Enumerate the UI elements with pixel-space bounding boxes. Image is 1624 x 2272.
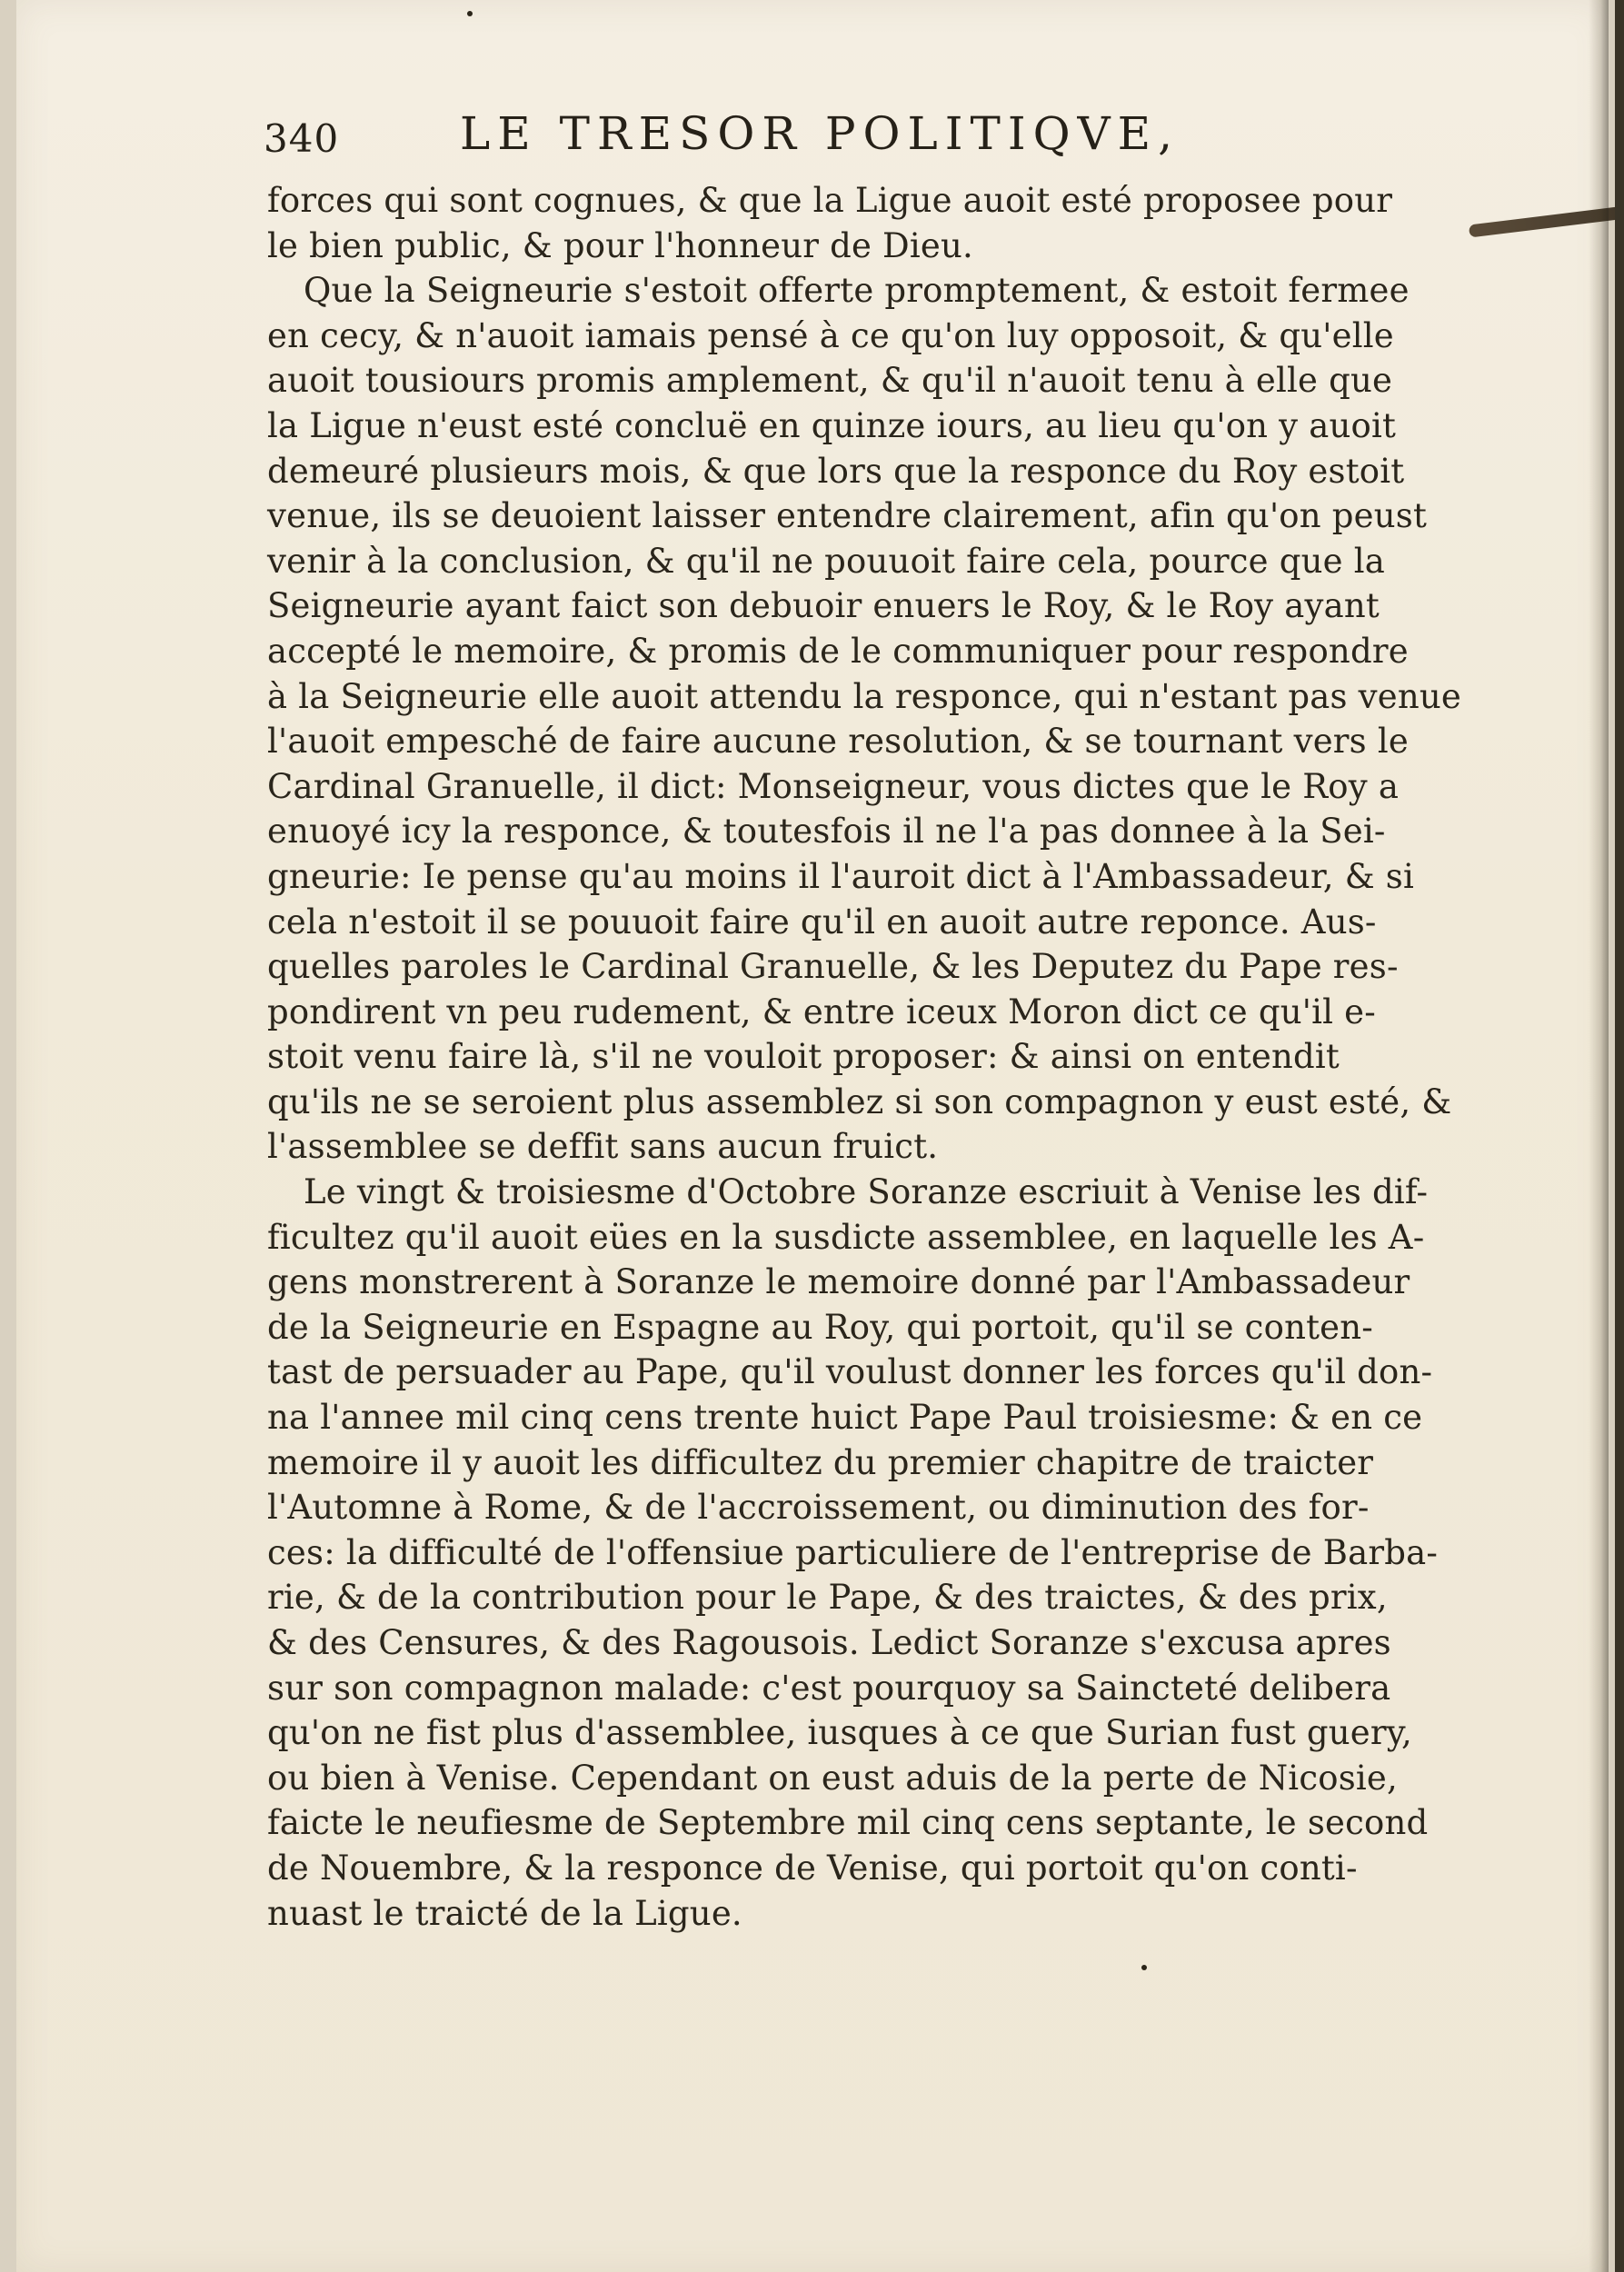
text-line: stoit venu faire là, s'il ne vouloit proposer: & ainsi on entendit — [267, 1037, 1340, 1077]
text-line: tast de persuader au Pape, qu'il voulust donner les forces qu'il don- — [267, 1352, 1433, 1392]
text-line: ou bien à Venise. Cependant on eust aduis de la perte de Nicosie, — [267, 1758, 1398, 1798]
text-line: enuoyé icy la responce, & toutesfois il ne l'a pas donnee à la Sei- — [267, 812, 1386, 852]
text-line: venue, ils se deuoient laisser entendre clairement, afin qu'on peust — [267, 496, 1428, 536]
text-line: en cecy, & n'auoit iamais pensé à ce qu'on luy opposoit, & qu'elle — [267, 315, 1394, 355]
page-number: 340 — [264, 116, 340, 161]
text-line: à la Seigneurie elle auoit attendu la responce, qui n'estant pas venue — [267, 676, 1462, 716]
text-line: l'assemblee se deffit sans aucun fruict. — [267, 1127, 939, 1167]
text-line: ces: la difficulté de l'offensiue particuliere de l'entreprise de Barba- — [267, 1532, 1439, 1572]
book-page — [16, 0, 1609, 2272]
running-title: LE TRESOR POLITIQVE, — [460, 107, 1181, 160]
body-text — [267, 178, 1462, 1936]
text-line: rie, & de la contribution pour le Pape, & des traictes, & des prix, — [267, 1578, 1388, 1618]
text-line: auoit tousiours promis amplement, & qu'il n'auoit tenu à elle que — [267, 361, 1393, 401]
text-line: nuast le traicté de la Ligue. — [267, 1893, 742, 1933]
text-line: & des Censures, & des Ragousois. Ledict Soranze s'excusa apres — [267, 1623, 1391, 1662]
text-line: forces qui sont cognues, & que la Ligue auoit esté proposee pour — [267, 181, 1393, 220]
page-header — [242, 107, 1260, 165]
page-gutter-shadow — [1589, 0, 1609, 2272]
text-line: faicte le neufiesme de Septembre mil cinq cens septante, le second — [267, 1803, 1429, 1843]
text-line: quelles paroles le Cardinal Granuelle, & les Deputez du Pape res- — [267, 947, 1399, 987]
text-line: pondirent vn peu rudement, & entre iceux Moron dict ce qu'il e- — [267, 992, 1376, 1031]
text-line: qu'ils ne se seroient plus assemblez si son compagnon y eust esté, & — [267, 1081, 1452, 1121]
text-line: demeuré plusieurs mois, & que lors que la responce du Roy estoit — [267, 451, 1405, 491]
text-line: cela n'estoit il se pouuoit faire qu'il en auoit autre reponce. Aus- — [267, 902, 1377, 942]
text-line: memoire il y auoit les difficultez du premier chapitre de traicter — [267, 1442, 1374, 1482]
text-line: la Ligue n'eust esté concluë en quinze iours, au lieu qu'on y auoit — [267, 405, 1397, 445]
text-line: de Nouembre, & la responce de Venise, qui portoit qu'on conti- — [267, 1848, 1358, 1888]
text-line: l'auoit empesché de faire aucune resolution, & se tournant vers le — [267, 722, 1409, 762]
text-line: Que la Seigneurie s'estoit offerte promptement, & estoit fermee — [304, 271, 1410, 311]
text-line: qu'on ne fist plus d'assemblee, iusques à ce que Surian fust guery, — [267, 1713, 1412, 1753]
text-line: venir à la conclusion, & qu'il ne pouuoit faire cela, pource que la — [267, 541, 1385, 581]
book-edge — [1615, 0, 1624, 2272]
text-line: Seigneurie ayant faict son debuoir enuers le Roy, & le Roy ayant — [267, 586, 1380, 626]
text-line: ficultez qu'il auoit eües en la susdicte assemblee, en laquelle les A- — [267, 1217, 1425, 1257]
ink-speck — [467, 11, 473, 16]
text-line: gens monstrerent à Soranze le memoire donné par l'Ambassadeur — [267, 1262, 1410, 1302]
text-line: le bien public, & pour l'honneur de Dieu. — [267, 225, 974, 265]
ink-speck — [1141, 1965, 1147, 1970]
text-line: Le vingt & troisiesme d'Octobre Soranze escriuit à Venise les dif- — [304, 1172, 1429, 1212]
text-line: l'Automne à Rome, & de l'accroissement, ou diminution des for- — [267, 1488, 1370, 1528]
text-line: Cardinal Granuelle, il dict: Monseigneur, vous dictes que le Roy a — [267, 766, 1400, 806]
text-line: na l'annee mil cinq cens trente huict Pape Paul troisiesme: & en ce — [267, 1398, 1423, 1438]
text-line: gneurie: Ie pense qu'au moins il l'auroit dict à l'Ambassadeur, & si — [267, 856, 1415, 896]
text-line: de la Seigneurie en Espagne au Roy, qui portoit, qu'il se conten- — [267, 1307, 1373, 1347]
text-line: sur son compagnon malade: c'est pourquoy sa Saincteté delibera — [267, 1668, 1391, 1708]
text-line: accepté le memoire, & promis de le communiquer pour respondre — [267, 631, 1409, 671]
